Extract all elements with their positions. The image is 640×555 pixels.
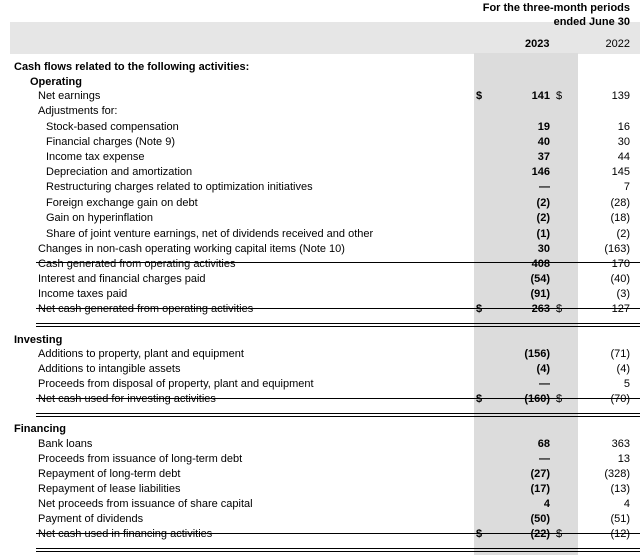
value-2023: (1) (536, 228, 550, 240)
currency-2023: $ (476, 303, 483, 315)
value-2023: 408 (531, 258, 550, 270)
row-label: Changes in non-cash operating working capital items (Note 10) (38, 243, 345, 255)
statement-row-depreciation-and-amortization (0, 165, 640, 180)
value-2023: (22) (530, 528, 550, 540)
row-label: Financial charges (Note 9) (46, 136, 176, 148)
value-2022: 170 (611, 258, 630, 270)
statement-row-changes-in-non-cash-operating-working-capital-items-note-10 (0, 242, 640, 257)
value-2022: (71) (610, 348, 630, 360)
value-2023: 146 (531, 166, 550, 178)
value-2023: 19 (537, 121, 550, 133)
row-label: Payment of dividends (38, 513, 144, 525)
value-2022: (40) (610, 273, 630, 285)
row-label: Proceeds from disposal of property, plant and equipment (38, 378, 314, 390)
row-label: Cash flows related to the following activities: (14, 61, 250, 73)
row-label: Restructuring charges related to optimization initiatives (46, 181, 313, 193)
statement-row-net-earnings (0, 89, 640, 104)
year-2023-header: 2023 (525, 38, 550, 50)
value-2023: (4) (536, 363, 550, 375)
value-2023: — (539, 378, 550, 390)
value-2022: (18) (610, 212, 630, 224)
row-label: Bank loans (38, 438, 93, 450)
value-2022: (28) (610, 197, 630, 209)
statement-row-repayment-of-lease-liabilities (0, 482, 640, 497)
value-2022: (3) (616, 288, 630, 300)
statement-row-financing (0, 422, 640, 437)
statement-row-restructuring-charges-related-to-optimization-initiatives (0, 180, 640, 195)
statement-row-stock-based-compensation (0, 120, 640, 135)
value-2022: 16 (617, 121, 630, 133)
value-2022: 127 (611, 303, 630, 315)
value-2022: 13 (617, 453, 630, 465)
value-2023: 37 (537, 151, 550, 163)
period-line-1: For the three-month periods (482, 2, 630, 14)
row-label: Net proceeds from issuance of share capital (38, 498, 253, 510)
statement-row-additions-to-intangible-assets (0, 362, 640, 377)
value-2022: 5 (623, 378, 630, 390)
currency-2022: $ (556, 528, 563, 540)
value-2023: 40 (537, 136, 550, 148)
double-rule-under-net-operating (36, 323, 640, 327)
row-label: Cash generated from operating activities (38, 258, 236, 270)
row-label: Net cash used for investing activities (38, 393, 216, 405)
value-2023: (91) (530, 288, 550, 300)
statement-row-proceeds-from-issuance-of-long-term-debt (0, 452, 640, 467)
statement-row-gain-on-hyperinflation (0, 211, 640, 226)
row-label: Interest and financial charges paid (38, 273, 206, 285)
value-2023: (50) (530, 513, 550, 525)
row-label: Net cash used in financing activities (38, 528, 213, 540)
row-label: Repayment of lease liabilities (38, 483, 181, 495)
row-label: Additions to intangible assets (38, 363, 181, 375)
statement-row-operating (0, 75, 640, 90)
row-label: Net earnings (38, 90, 101, 102)
value-2022: 30 (617, 136, 630, 148)
rule-over-net-operating (36, 308, 640, 309)
row-label: Proceeds from issuance of long-term debt (38, 453, 243, 465)
row-label: Depreciation and amortization (46, 166, 193, 178)
year-2022-header: 2022 (605, 38, 630, 50)
row-label: Stock-based compensation (46, 121, 179, 133)
currency-2023: $ (476, 528, 483, 540)
row-label: Income taxes paid (38, 288, 128, 300)
row-label: Gain on hyperinflation (46, 212, 154, 224)
statement-row-cash-generated-from-operating-activities (0, 257, 640, 272)
value-2023: 141 (531, 90, 550, 102)
value-2023: — (539, 453, 550, 465)
double-rule-under-net-financing (36, 548, 640, 552)
statement-row-cash-flows-related-to-the-following-activities (0, 60, 640, 75)
value-2022: 7 (623, 181, 630, 193)
statement-row-financial-charges-note-9 (0, 135, 640, 150)
statement-row-net-proceeds-from-issuance-of-share-capital (0, 497, 640, 512)
value-2023: (27) (530, 468, 550, 480)
value-2022: (2) (616, 228, 630, 240)
rule-over-net-financing (36, 533, 640, 534)
row-label: Share of joint venture earnings, net of dividends received and other (46, 228, 374, 240)
value-2023: (156) (524, 348, 550, 360)
value-2022: (13) (610, 483, 630, 495)
value-2023: (2) (536, 197, 550, 209)
value-2023: — (539, 181, 550, 193)
value-2023: (160) (524, 393, 550, 405)
value-2023: 4 (543, 498, 550, 510)
currency-2022: $ (556, 303, 563, 315)
rule-under-working-capital (36, 262, 640, 263)
statement-row-foreign-exchange-gain-on-debt (0, 196, 640, 211)
row-label: Foreign exchange gain on debt (46, 197, 198, 209)
row-label: Financing (14, 423, 66, 435)
statement-row-adjustments-for (0, 104, 640, 119)
statement-row-additions-to-property-plant-and-equipment (0, 347, 640, 362)
statement-row-net-cash-used-in-financing-activities (0, 527, 640, 542)
rule-over-net-investing (36, 398, 640, 399)
period-heading (483, 1, 630, 29)
row-label: Investing (14, 334, 63, 346)
value-2023: 68 (537, 438, 550, 450)
value-2022: 363 (611, 438, 630, 450)
statement-row-net-cash-used-for-investing-activities (0, 392, 640, 407)
currency-2023: $ (476, 393, 483, 405)
statement-row-net-cash-generated-from-operating-activities (0, 302, 640, 317)
value-2023: 263 (531, 303, 550, 315)
value-2022: 139 (611, 90, 630, 102)
value-2022: (51) (610, 513, 630, 525)
statement-row-investing (0, 333, 640, 348)
statement-row-bank-loans (0, 437, 640, 452)
value-2022: 145 (611, 166, 630, 178)
currency-2022: $ (556, 90, 563, 102)
statement-row-repayment-of-long-term-debt (0, 467, 640, 482)
value-2022: (163) (604, 243, 630, 255)
statement-row-payment-of-dividends (0, 512, 640, 527)
period-line-2: ended June 30 (553, 16, 630, 28)
statement-row-interest-and-financial-charges-paid (0, 272, 640, 287)
value-2023: (2) (536, 212, 550, 224)
value-2022: (70) (610, 393, 630, 405)
value-2022: (12) (610, 528, 630, 540)
row-label: Operating (30, 76, 82, 88)
value-2022: (4) (616, 363, 630, 375)
row-label: Repayment of long-term debt (38, 468, 181, 480)
value-2022: 44 (617, 151, 630, 163)
value-2022: 4 (623, 498, 630, 510)
currency-2023: $ (476, 90, 483, 102)
statement-row-income-taxes-paid (0, 287, 640, 302)
statement-row-income-tax-expense (0, 150, 640, 165)
row-label: Net cash generated from operating activities (38, 303, 254, 315)
row-label: Additions to property, plant and equipment (38, 348, 244, 360)
currency-2022: $ (556, 393, 563, 405)
value-2023: (54) (530, 273, 550, 285)
value-2022: (328) (604, 468, 630, 480)
statement-row-proceeds-from-disposal-of-property-plant-and-equipment (0, 377, 640, 392)
row-label: Income tax expense (46, 151, 145, 163)
row-label: Adjustments for: (38, 105, 118, 117)
value-2023: (17) (530, 483, 550, 495)
double-rule-under-net-investing (36, 413, 640, 417)
statement-row-share-of-joint-venture-earnings-net-of-dividends-received-and-other (0, 227, 640, 242)
value-2023: 30 (537, 243, 550, 255)
